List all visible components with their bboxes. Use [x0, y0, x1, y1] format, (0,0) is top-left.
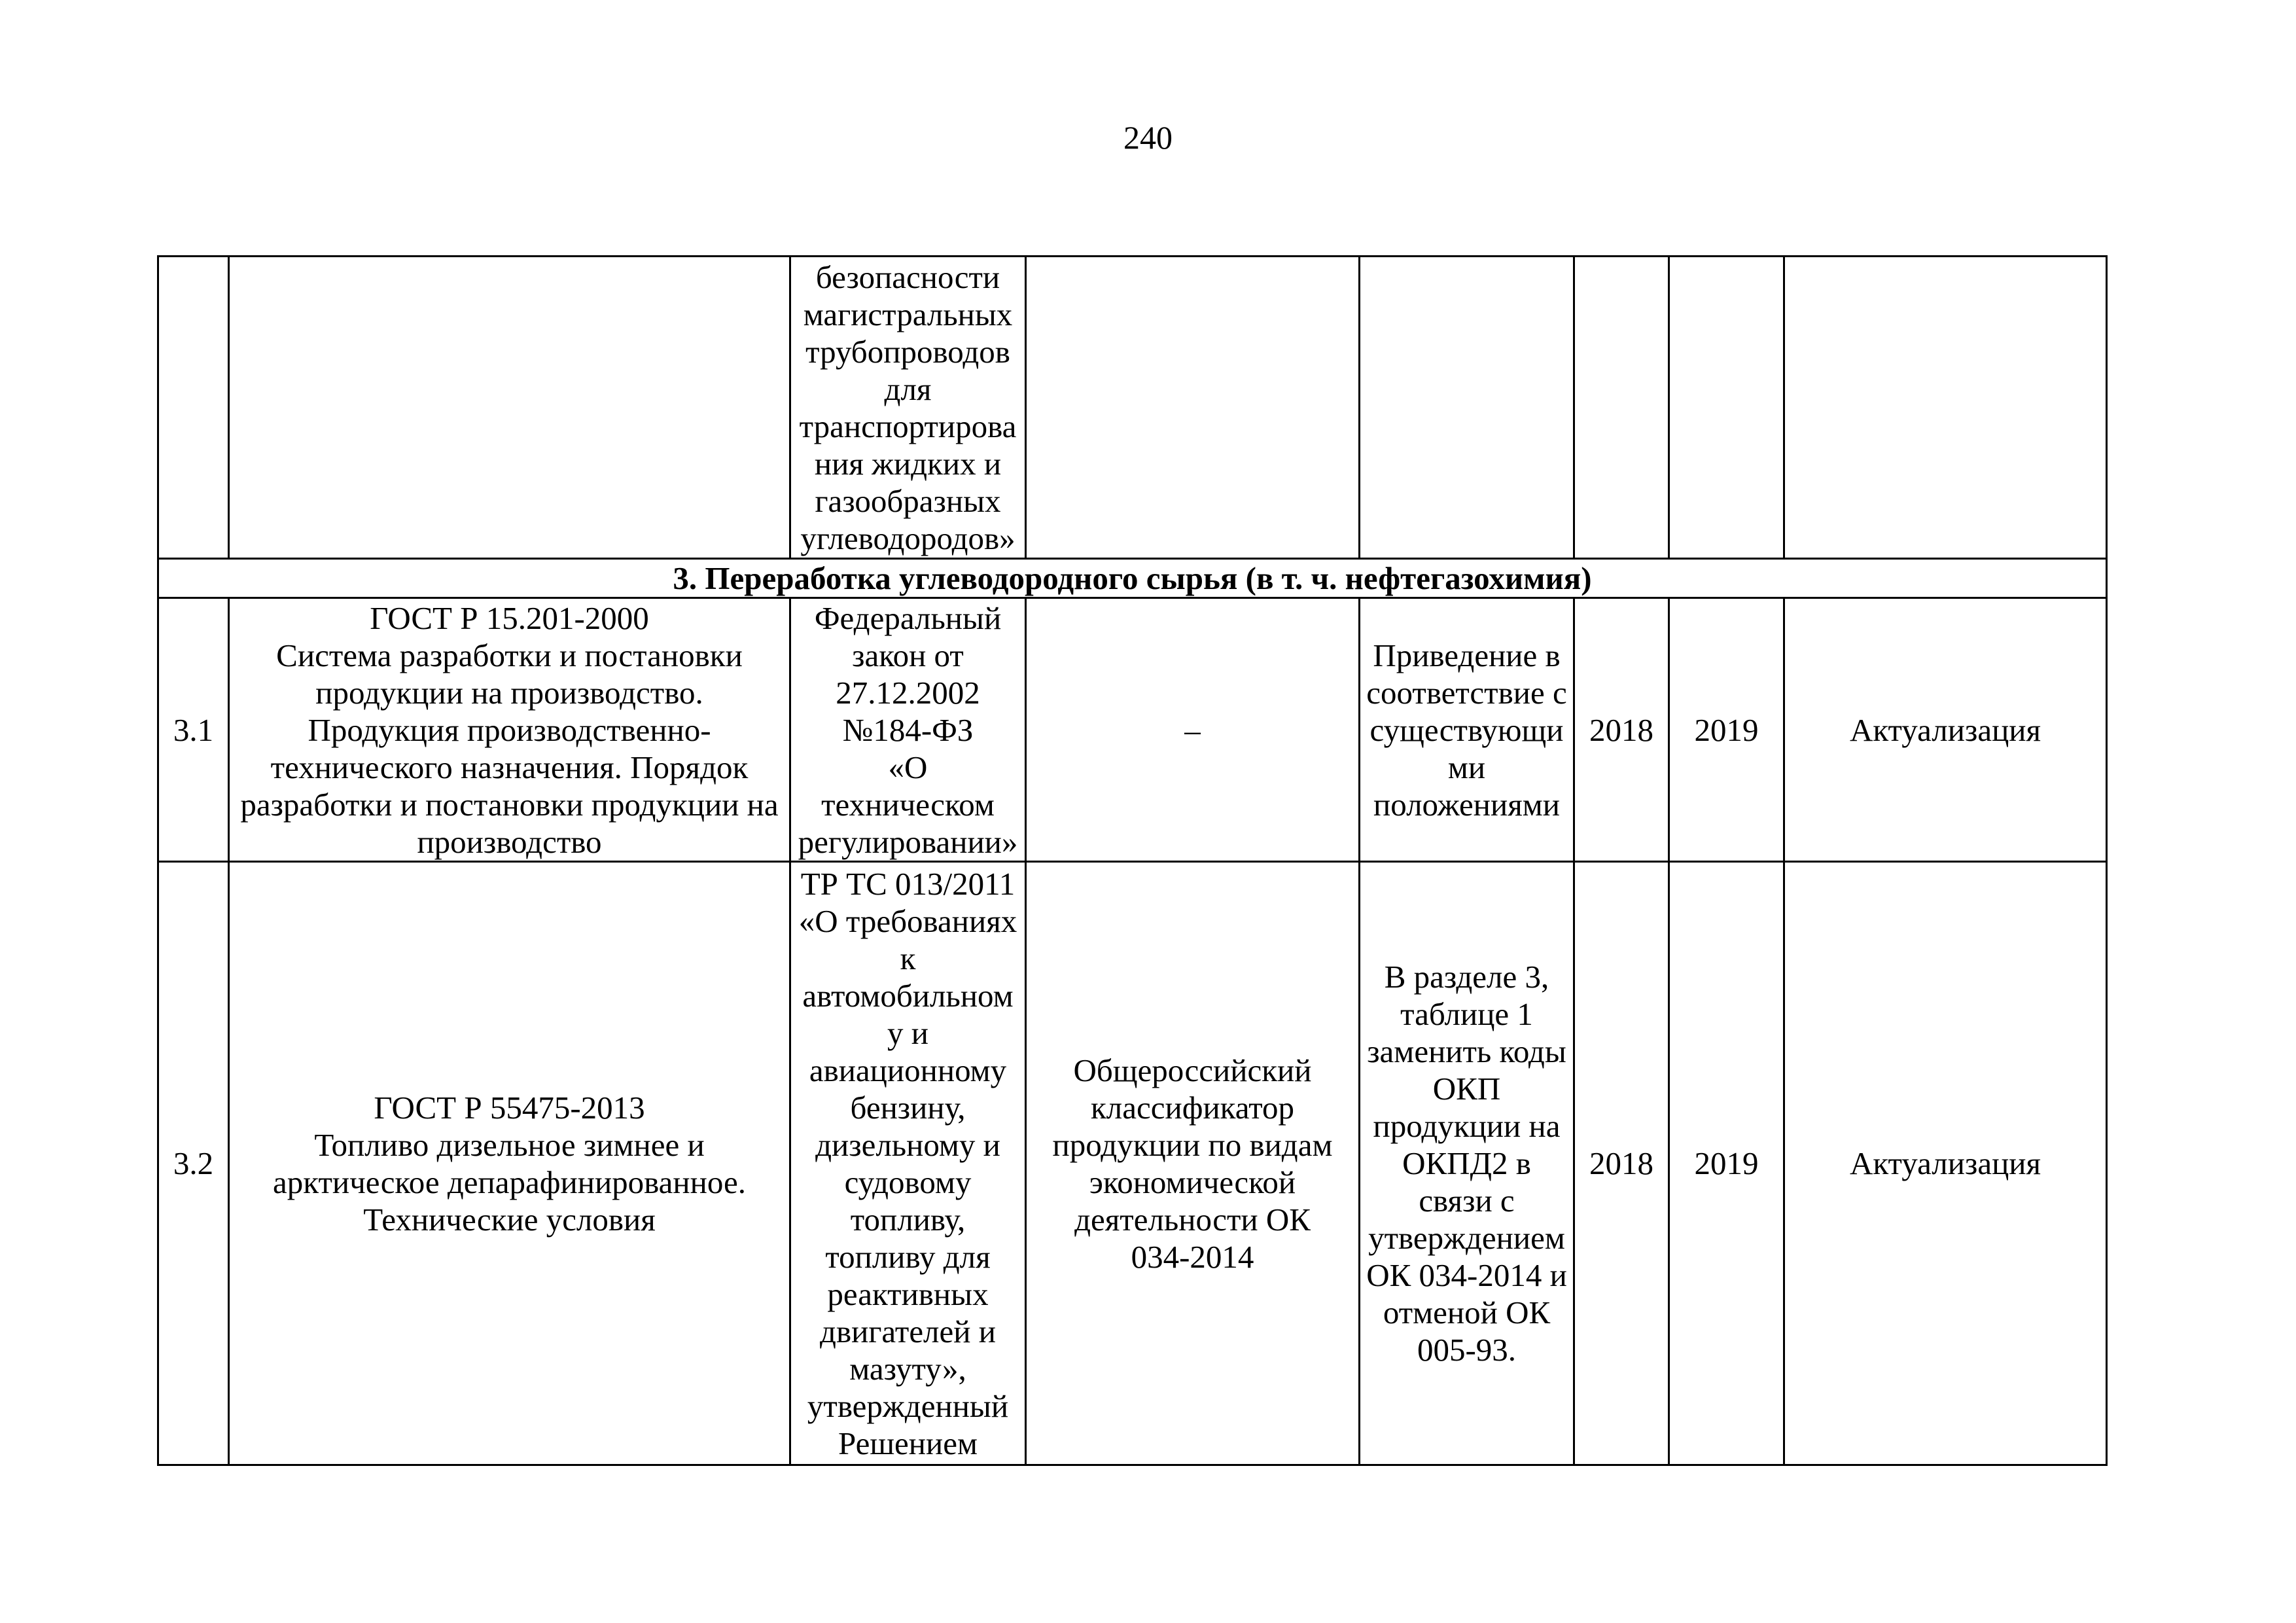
related-lines	[1028, 711, 1357, 749]
text-line: утвержденный	[807, 1387, 1009, 1424]
cell-start-year: 2018	[1574, 598, 1669, 862]
standards-table	[157, 255, 2108, 1466]
text-line: топливу для	[825, 1238, 991, 1275]
text-line: топливу,	[850, 1201, 966, 1238]
table-row	[158, 862, 2107, 1465]
text-line: ГОСТ Р 55475-2013	[374, 1089, 645, 1126]
text-line: –	[1184, 711, 1201, 748]
cell-start-year	[1574, 257, 1669, 559]
text-line: существующи	[1369, 711, 1564, 748]
text-line: ТР ТС 013/2011	[800, 865, 1016, 902]
cell-basis	[790, 862, 1026, 1465]
cell-basis	[790, 257, 1026, 559]
text-line: продукции на	[1373, 1108, 1561, 1144]
basis-lines	[792, 865, 1023, 1462]
basis-lines	[792, 259, 1023, 557]
cell-start-year: 2018	[1574, 862, 1669, 1465]
text-line: таблице 1	[1400, 996, 1533, 1032]
text-line: Приведение в	[1373, 637, 1561, 673]
text-line: регулировании»	[798, 823, 1018, 860]
text-line: закон от	[852, 637, 964, 673]
text-line: Система разработки и постановки	[276, 637, 743, 673]
text-line: реактивных	[827, 1275, 989, 1312]
text-line: техническом	[821, 786, 995, 823]
text-line: арктическое депарафинированное.	[273, 1164, 746, 1200]
text-line: магистральных	[803, 296, 1013, 332]
cell-standard	[229, 862, 790, 1465]
cell-end-year: 2019	[1669, 598, 1784, 862]
text-line: у и	[887, 1014, 928, 1051]
cell-related	[1026, 257, 1360, 559]
cell-reason	[1360, 598, 1574, 862]
section-row	[158, 559, 2107, 598]
text-line: 005-93.	[1417, 1332, 1517, 1368]
table-row	[158, 598, 2107, 862]
text-line: соответствие с	[1366, 674, 1567, 711]
text-line: газообразных	[815, 482, 1001, 519]
text-line: «О требованиях	[798, 902, 1017, 939]
cell-related	[1026, 598, 1360, 862]
cell-standard	[229, 598, 790, 862]
text-line: продукции по видам	[1052, 1126, 1333, 1163]
text-line: авиационному	[809, 1052, 1007, 1088]
standard-lines	[231, 1089, 788, 1238]
related-lines	[1028, 1052, 1357, 1275]
cell-end-year: 2019	[1669, 862, 1784, 1465]
text-line: 034-2014	[1131, 1238, 1254, 1275]
text-line: Решением	[838, 1425, 978, 1461]
standard-lines	[231, 599, 788, 861]
text-line: транспортирова	[799, 408, 1017, 444]
text-line: разработки и постановки продукции на	[240, 786, 779, 823]
cell-action: Актуализация	[1784, 598, 2107, 862]
cell-standard	[229, 257, 790, 559]
page-number: 240	[1123, 119, 1173, 156]
cell-num: 3.2	[158, 862, 229, 1465]
cell-basis	[790, 598, 1026, 862]
cell-reason	[1360, 862, 1574, 1465]
text-line: к	[900, 940, 916, 976]
text-line: 27.12.2002	[836, 674, 980, 711]
cell-num	[158, 257, 229, 559]
text-line: производство	[417, 823, 602, 860]
text-line: ми	[1447, 749, 1486, 785]
text-line: судовому	[844, 1164, 972, 1200]
text-line: связи с	[1419, 1183, 1515, 1219]
text-line: Общероссийский	[1073, 1052, 1312, 1088]
text-line: углеводородов»	[800, 520, 1016, 556]
text-line: экономической	[1089, 1164, 1296, 1200]
cell-related	[1026, 862, 1360, 1465]
cell-reason	[1360, 257, 1574, 559]
text-line: ОК 034-2014 и	[1366, 1257, 1567, 1293]
text-line: ния жидких и	[814, 445, 1002, 482]
text-line: технического назначения. Порядок	[270, 749, 749, 785]
cell-action	[1784, 257, 2107, 559]
basis-lines	[792, 599, 1023, 861]
cell-num: 3.1	[158, 598, 229, 862]
text-line: Федеральный	[814, 599, 1002, 636]
text-line: для	[884, 370, 932, 407]
text-line: заменить коды	[1367, 1033, 1566, 1069]
text-line: продукции на производство.	[315, 674, 703, 711]
text-line: положениями	[1373, 786, 1560, 823]
text-line: Технические условия	[363, 1201, 656, 1238]
reason-lines	[1362, 958, 1572, 1368]
text-line: Продукция производственно-	[308, 711, 711, 748]
cell-end-year	[1669, 257, 1784, 559]
text-line: Топливо дизельное зимнее и	[314, 1126, 705, 1163]
text-line: автомобильном	[802, 977, 1014, 1014]
text-line: деятельности ОК	[1074, 1201, 1311, 1238]
text-line: безопасности	[815, 259, 1000, 295]
cell-action: Актуализация	[1784, 862, 2107, 1465]
text-line: «О	[888, 749, 928, 785]
text-line: В разделе 3,	[1384, 959, 1549, 995]
continuation-row	[158, 257, 2107, 559]
text-line: №184-ФЗ	[842, 711, 974, 748]
text-line: утверждением	[1368, 1220, 1565, 1256]
text-line: мазуту»,	[849, 1350, 966, 1387]
reason-lines	[1362, 637, 1572, 823]
text-line: отменой ОК	[1383, 1294, 1551, 1330]
text-line: классификатор	[1090, 1089, 1294, 1126]
text-line: ОКП	[1432, 1071, 1501, 1107]
text-line: ГОСТ Р 15.201-2000	[370, 599, 649, 636]
text-line: ОКПД2 в	[1402, 1145, 1531, 1181]
text-line: трубопроводов	[805, 333, 1010, 370]
text-line: бензину,	[850, 1089, 966, 1126]
text-line: двигателей и	[820, 1313, 996, 1349]
text-line: дизельному и	[815, 1126, 1000, 1163]
section-title: 3. Переработка углеводородного сырья (в т. ч. нефтегазохимия)	[158, 559, 2107, 598]
